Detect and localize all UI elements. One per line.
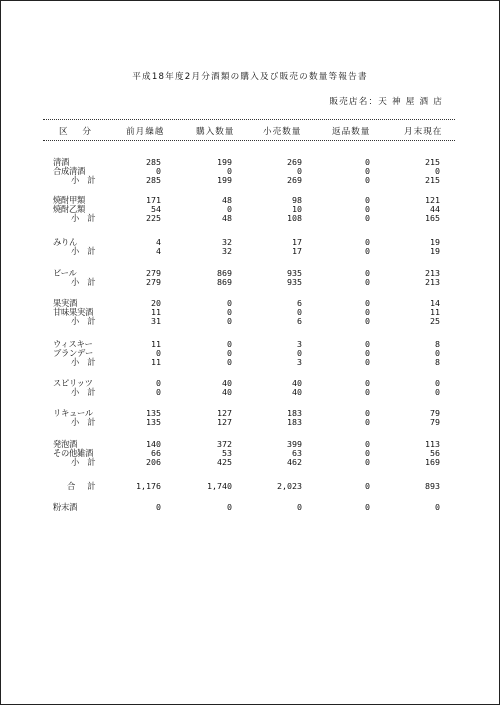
row-value: 127 — [217, 417, 232, 427]
row-value: 8 — [435, 339, 440, 349]
row-label: 焼酎乙類 — [53, 204, 85, 214]
column-header-returns: 返品数量 — [332, 127, 371, 137]
row-value: 0 — [365, 175, 370, 185]
row-value: 0 — [365, 457, 370, 467]
row-value: 0 — [365, 439, 370, 449]
row-value: 48 — [222, 195, 232, 205]
row-value: 0 — [365, 408, 370, 418]
row-value: 869 — [217, 268, 232, 278]
row-label: 小計 — [71, 387, 104, 397]
row-value: 269 — [287, 157, 302, 167]
row-value: 14 — [430, 298, 440, 308]
row-value: 79 — [430, 417, 440, 427]
row-label: 小計 — [71, 175, 104, 185]
row-value: 213 — [425, 268, 440, 278]
row-value: 63 — [292, 448, 302, 458]
row-label: 小計 — [71, 357, 104, 367]
row-value: 48 — [222, 213, 232, 223]
row-label: 小計 — [71, 417, 104, 427]
row-label: 発泡酒 — [53, 439, 77, 449]
row-value: 79 — [430, 408, 440, 418]
row-value: 893 — [425, 481, 440, 491]
row-value: 40 — [222, 387, 232, 397]
table-row — [1, 176, 499, 185]
row-value: 183 — [287, 408, 302, 418]
row-value: 425 — [217, 457, 232, 467]
row-value: 8 — [435, 357, 440, 367]
row-value: 285 — [146, 175, 161, 185]
row-label: スピリッツ — [53, 378, 93, 388]
row-value: 140 — [146, 439, 161, 449]
row-label: ウィスキー — [53, 339, 93, 349]
row-value: 0 — [227, 307, 232, 317]
row-value: 935 — [287, 268, 302, 278]
row-value: 0 — [365, 307, 370, 317]
table-row — [1, 458, 499, 467]
row-value: 0 — [227, 348, 232, 358]
row-value: 20 — [151, 298, 161, 308]
row-value: 3 — [297, 339, 302, 349]
row-value: 0 — [227, 357, 232, 367]
row-value: 40 — [222, 378, 232, 388]
row-label: 小計 — [71, 457, 104, 467]
row-value: 3 — [297, 357, 302, 367]
row-label: 焼酎甲類 — [53, 195, 85, 205]
column-header-retail: 小売数量 — [263, 127, 302, 137]
row-value: 0 — [365, 316, 370, 326]
row-value: 279 — [146, 268, 161, 278]
row-value: 0 — [365, 417, 370, 427]
table-row — [1, 214, 499, 223]
row-value: 54 — [151, 204, 161, 214]
row-value: 2,023 — [277, 481, 302, 491]
row-value: 0 — [365, 298, 370, 308]
row-value: 17 — [292, 246, 302, 256]
row-value: 0 — [365, 348, 370, 358]
row-value: 19 — [430, 246, 440, 256]
row-value: 66 — [151, 448, 161, 458]
row-value: 32 — [222, 246, 232, 256]
row-value: 40 — [292, 378, 302, 388]
table-row — [1, 317, 499, 326]
row-value: 0 — [365, 277, 370, 287]
row-value: 1,176 — [136, 481, 161, 491]
row-value: 17 — [292, 237, 302, 247]
row-value: 10 — [292, 204, 302, 214]
row-value: 0 — [365, 213, 370, 223]
column-header-purchase: 購入数量 — [196, 127, 235, 137]
row-value: 0 — [297, 502, 302, 512]
row-value: 206 — [146, 457, 161, 467]
column-header-carried-over: 前月繰越 — [126, 127, 165, 137]
row-label: 小計 — [71, 246, 104, 256]
row-value: 56 — [430, 448, 440, 458]
row-value: 165 — [425, 213, 440, 223]
row-label: 清酒 — [53, 157, 69, 167]
row-value: 225 — [146, 213, 161, 223]
row-value: 0 — [435, 378, 440, 388]
row-value: 0 — [227, 166, 232, 176]
row-value: 0 — [365, 339, 370, 349]
row-value: 108 — [287, 213, 302, 223]
row-value: 0 — [365, 481, 370, 491]
row-label: その他雑酒 — [53, 448, 93, 458]
header-top-rule — [43, 119, 455, 120]
row-value: 399 — [287, 439, 302, 449]
row-value: 0 — [365, 268, 370, 278]
row-value: 171 — [146, 195, 161, 205]
row-label: ブランデー — [53, 348, 93, 358]
row-value: 1,740 — [207, 481, 232, 491]
row-value: 183 — [287, 417, 302, 427]
row-value: 0 — [365, 157, 370, 167]
column-header-month-end: 月末現在 — [404, 127, 443, 137]
column-header-category: 区 分 — [59, 127, 97, 137]
row-value: 113 — [425, 439, 440, 449]
table-row — [1, 418, 499, 427]
row-value: 11 — [151, 307, 161, 317]
row-value: 44 — [430, 204, 440, 214]
table-row — [1, 278, 499, 287]
row-value: 285 — [146, 157, 161, 167]
row-value: 0 — [297, 166, 302, 176]
row-value: 0 — [227, 298, 232, 308]
shop-name: 販売店名：天 神 屋 酒 店 — [329, 97, 443, 107]
row-value: 0 — [365, 195, 370, 205]
row-label: 果実酒 — [53, 298, 77, 308]
row-value: 53 — [222, 448, 232, 458]
row-value: 98 — [292, 195, 302, 205]
row-value: 0 — [227, 204, 232, 214]
row-value: 11 — [151, 339, 161, 349]
row-value: 0 — [365, 502, 370, 512]
page-title: 平成18年度2月分酒類の購入及び販売の数量等報告書 — [132, 72, 368, 82]
row-value: 0 — [227, 339, 232, 349]
row-label: ビール — [53, 268, 77, 278]
row-value: 372 — [217, 439, 232, 449]
row-value: 4 — [156, 246, 161, 256]
row-value: 215 — [425, 175, 440, 185]
row-value: 0 — [227, 502, 232, 512]
row-value: 199 — [217, 175, 232, 185]
table-row — [1, 503, 499, 512]
row-value: 213 — [425, 277, 440, 287]
row-value: 869 — [217, 277, 232, 287]
row-label: 小計 — [71, 277, 104, 287]
row-value: 0 — [365, 237, 370, 247]
row-value: 0 — [435, 166, 440, 176]
row-value: 135 — [146, 408, 161, 418]
row-value: 31 — [151, 316, 161, 326]
row-label: みりん — [53, 237, 77, 247]
row-value: 0 — [435, 387, 440, 397]
row-value: 6 — [297, 316, 302, 326]
row-value: 0 — [227, 316, 232, 326]
header-bottom-rule — [43, 140, 455, 141]
row-value: 0 — [365, 246, 370, 256]
row-label: 合計 — [67, 481, 108, 491]
row-value: 40 — [292, 387, 302, 397]
row-value: 11 — [430, 307, 440, 317]
row-value: 135 — [146, 417, 161, 427]
row-value: 4 — [156, 237, 161, 247]
row-value: 0 — [365, 166, 370, 176]
table-row — [1, 482, 499, 491]
row-value: 169 — [425, 457, 440, 467]
row-label: 甘味果実酒 — [53, 307, 93, 317]
row-label: 小計 — [71, 213, 104, 223]
row-label: 合成清酒 — [53, 166, 85, 176]
row-value: 0 — [297, 307, 302, 317]
table-row — [1, 358, 499, 367]
row-value: 0 — [156, 166, 161, 176]
row-value: 0 — [156, 348, 161, 358]
row-value: 0 — [435, 348, 440, 358]
row-value: 121 — [425, 195, 440, 205]
row-value: 6 — [297, 298, 302, 308]
row-value: 0 — [365, 387, 370, 397]
row-value: 19 — [430, 237, 440, 247]
row-value: 11 — [151, 357, 161, 367]
row-value: 0 — [365, 378, 370, 388]
row-label: リキュール — [53, 408, 93, 418]
table-row — [1, 388, 499, 397]
row-value: 32 — [222, 237, 232, 247]
row-value: 0 — [297, 348, 302, 358]
row-label: 小計 — [71, 316, 104, 326]
row-value: 279 — [146, 277, 161, 287]
row-value: 0 — [156, 502, 161, 512]
row-value: 0 — [156, 387, 161, 397]
row-label: 粉末酒 — [53, 502, 77, 512]
row-value: 0 — [365, 357, 370, 367]
row-value: 0 — [156, 378, 161, 388]
row-value: 0 — [365, 204, 370, 214]
row-value: 935 — [287, 277, 302, 287]
row-value: 25 — [430, 316, 440, 326]
row-value: 462 — [287, 457, 302, 467]
table-row — [1, 247, 499, 256]
row-value: 215 — [425, 157, 440, 167]
row-value: 0 — [435, 502, 440, 512]
row-value: 269 — [287, 175, 302, 185]
row-value: 0 — [365, 448, 370, 458]
row-value: 199 — [217, 157, 232, 167]
row-value: 127 — [217, 408, 232, 418]
